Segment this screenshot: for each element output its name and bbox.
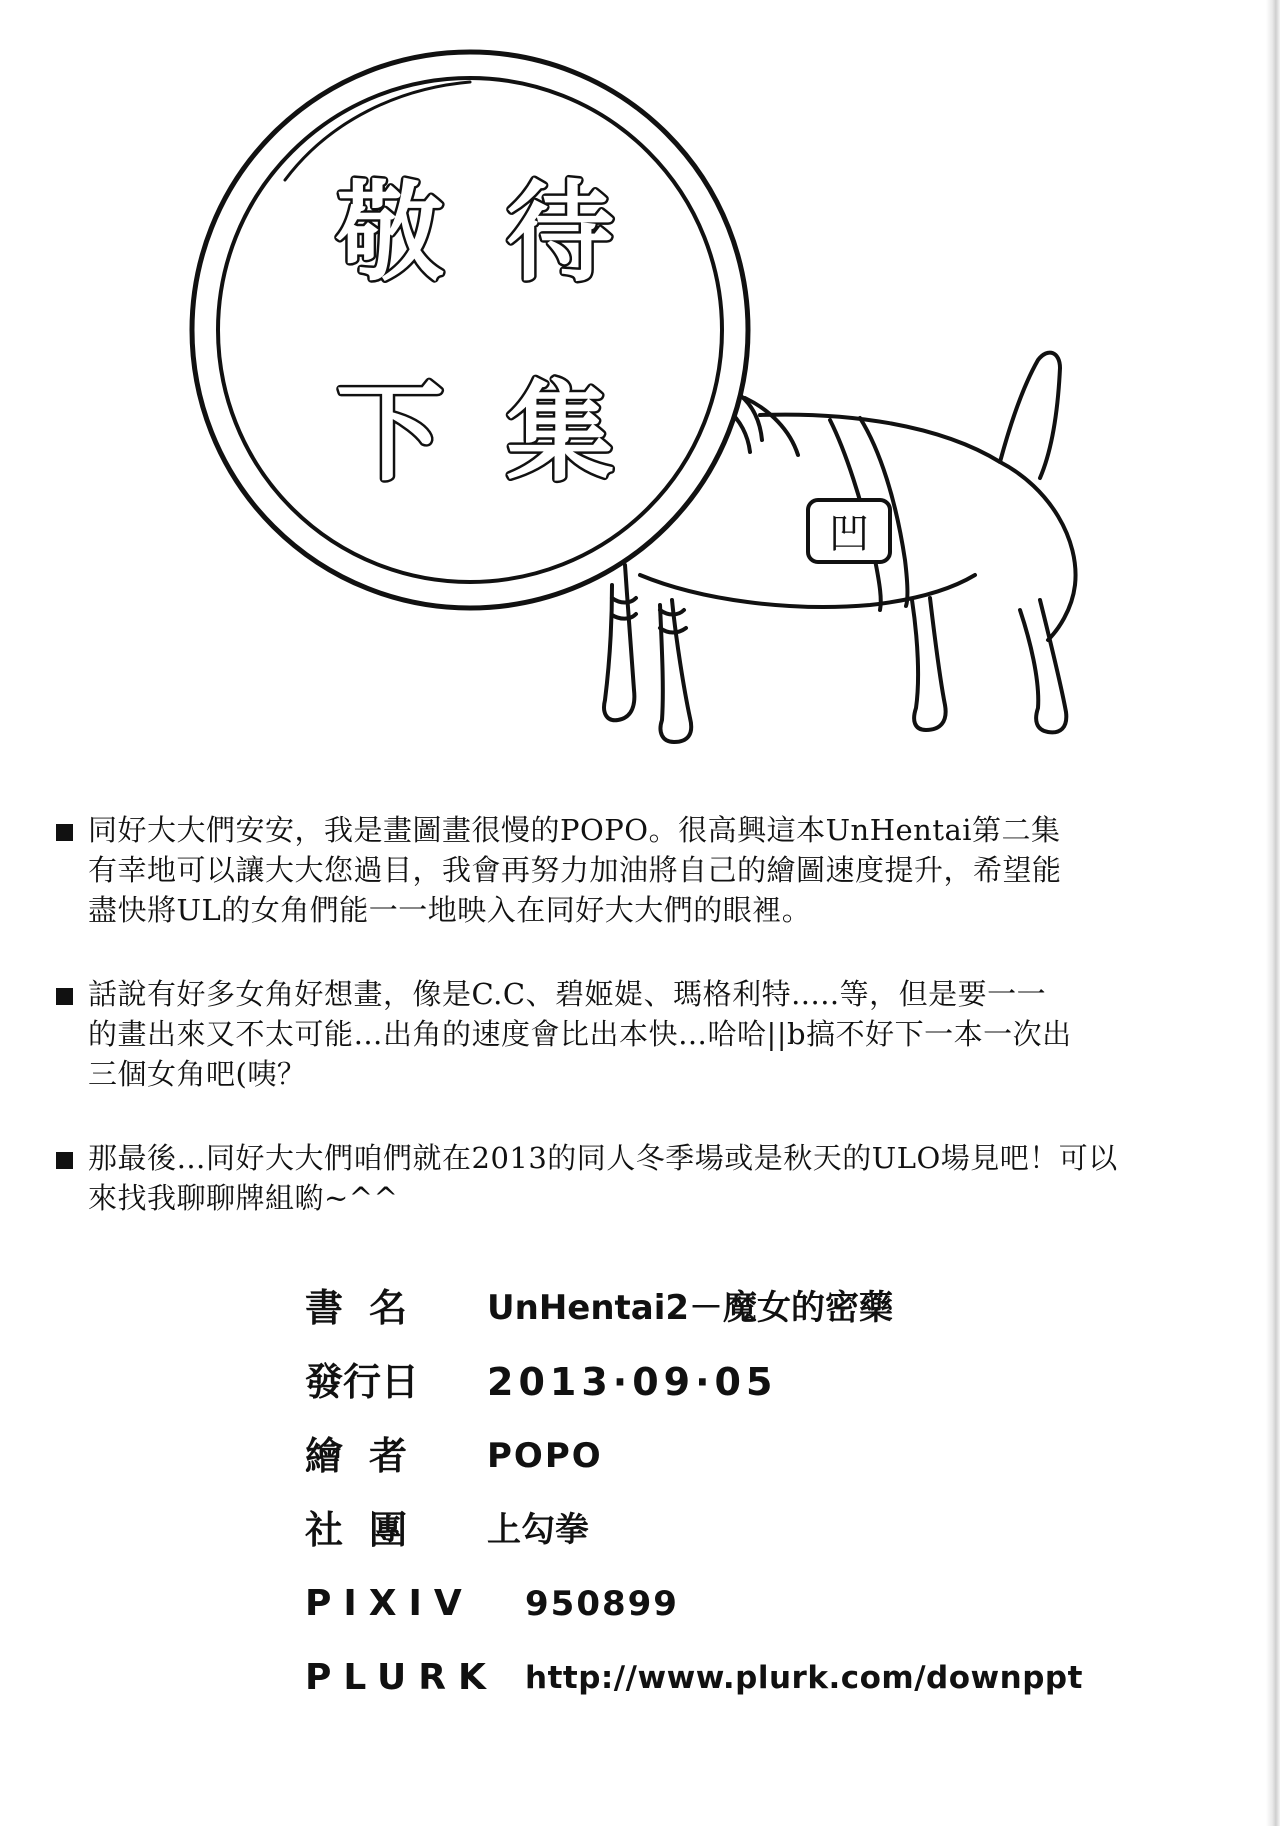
colophon-date-row (305, 1357, 1205, 1431)
colophon-date-label: 發行日 (305, 1360, 420, 1404)
colophon (305, 1283, 1205, 1727)
colophon-artist-value: POPO (487, 1436, 603, 1476)
bullet-square-icon (56, 1152, 73, 1169)
colophon-pixiv-label: PIXIV (305, 1583, 474, 1624)
dog-drawing (0, 0, 1280, 760)
note-item (56, 1138, 1236, 1218)
afterword-notes (56, 810, 1236, 1262)
note-item (56, 974, 1236, 1094)
note-line: 的畫出來又不太可能…出角的速度會比出本快…哈哈||b搞不好下一本一次出 (88, 1017, 1072, 1051)
note-line: 來找我聊聊牌組喲~^^ (88, 1181, 399, 1215)
sign-char-3: 下 (335, 371, 445, 496)
note-line: 有幸地可以讓大大您過目，我會再努力加油將自己的繪圖速度提升，希望能 (88, 853, 1062, 887)
colophon-plurk-label: PLURK (305, 1657, 498, 1698)
note-line: 三個女角吧(咦？ (88, 1057, 307, 1091)
sign-char-2: 待 (505, 171, 615, 296)
colophon-title-label: 書名 (305, 1286, 434, 1330)
note-line: 盡快將UL的女角們能一一地映入在同好大大們的眼裡。 (88, 893, 812, 927)
colophon-pixiv-row (305, 1579, 1205, 1653)
dog-hind-leg-right (1020, 600, 1066, 732)
colophon-artist-label: 繪者 (305, 1434, 434, 1478)
dog-front-leg-right (660, 600, 691, 742)
colophon-title-value: UnHentai2－魔女的密藥 (487, 1288, 894, 1328)
bullet-square-icon (56, 824, 73, 841)
colophon-circle-row (305, 1505, 1205, 1579)
colophon-artist-row (305, 1431, 1205, 1505)
dog-with-sign-illustration (0, 0, 1280, 760)
colophon-pixiv-value: 950899 (525, 1584, 679, 1624)
dog-front-leg-left (604, 565, 634, 720)
dog-tail (1000, 353, 1060, 478)
dog-leg-cuff-left (612, 598, 636, 619)
scan-edge-shadow (1266, 0, 1280, 1826)
colophon-circle-value: 上勾拳 (487, 1510, 589, 1550)
note-line: 話說有好多女角好想畫，像是C.C、碧姬媞、瑪格利特.....等，但是要一一 (88, 977, 1047, 1011)
dog-harness-tag-text: 凹 (829, 511, 869, 557)
colophon-plurk-row (305, 1653, 1205, 1727)
colophon-plurk-link[interactable]: http://www.plurk.com/downppt (525, 1660, 1083, 1696)
colophon-title-row (305, 1283, 1205, 1357)
note-line: 同好大大們安安，我是畫圖畫很慢的POPO。很高興這本UnHentai第二集 (88, 813, 1061, 847)
colophon-circle-label: 社團 (305, 1508, 434, 1552)
dog-belly (640, 575, 975, 607)
dog-hind-leg-left (912, 598, 946, 730)
sign-char-4: 集 (505, 371, 615, 496)
bullet-square-icon (56, 988, 73, 1005)
note-line: 那最後…同好大大們咱們就在2013的同人冬季場或是秋天的ULO場見吧！可以 (88, 1141, 1118, 1175)
sign-char-1: 敬 (335, 171, 445, 296)
colophon-date-value: 2013·09·05 (487, 1360, 778, 1404)
note-item (56, 810, 1236, 930)
sign-outer-ring (192, 52, 748, 608)
